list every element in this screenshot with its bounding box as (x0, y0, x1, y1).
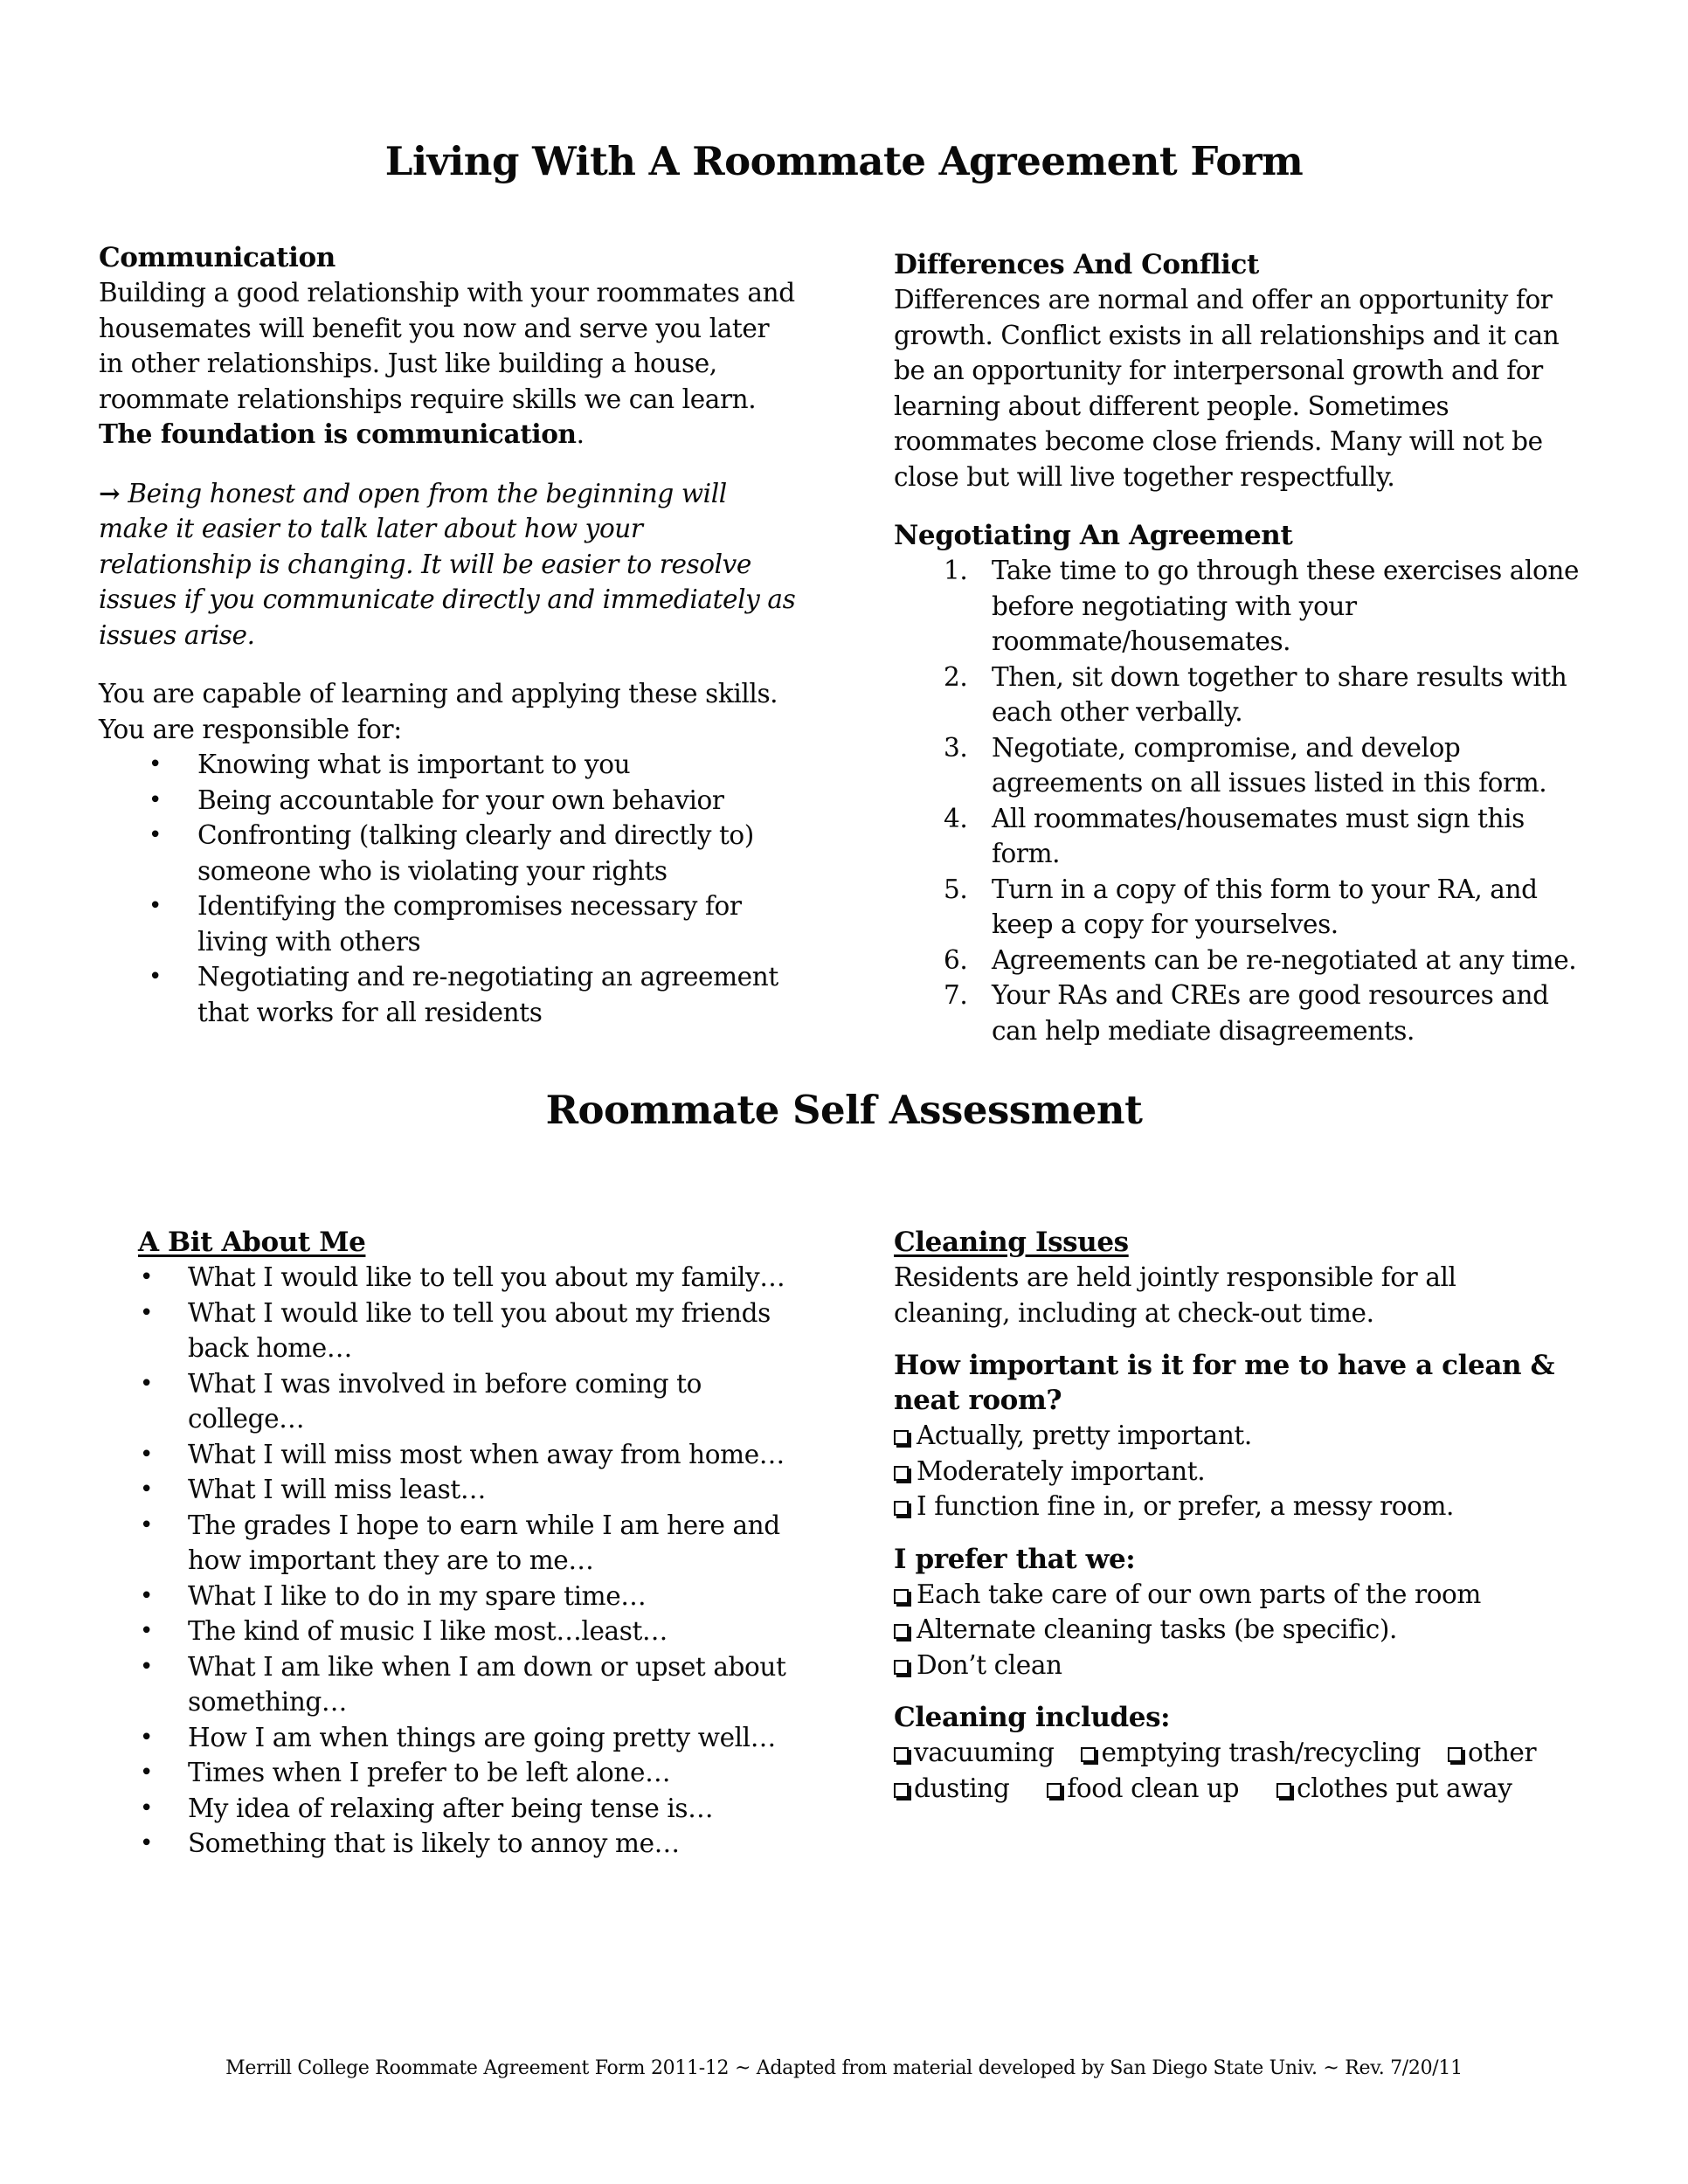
step-text: Then, sit down together to share results with each other verbally. (992, 661, 1567, 727)
list-item (138, 1649, 820, 1720)
list-item (138, 1437, 820, 1473)
option-label: clothes put away (1297, 1773, 1512, 1803)
option-label: Moderately important. (917, 1455, 1206, 1486)
list-item (138, 1366, 820, 1437)
capable-text: You are capable of learning and applying these skills. (99, 679, 778, 708)
includes-option-vacuuming[interactable] (894, 1738, 1054, 1767)
differences-body: Differences are normal and offer an opportunity for growth. Conflict exists in all relationships and it can be an opportunity for interpersonal growth and for learning about different people. Sometimes roommates become close friends. Many will not be close but will live together respectfully. (894, 285, 1560, 492)
about-me-section (138, 1225, 820, 1862)
checkbox-icon[interactable] (1448, 1747, 1463, 1762)
differences-section (894, 247, 1593, 1048)
step-number: 7. (944, 980, 968, 1010)
bullet-icon: • (140, 1794, 153, 1821)
list-item (894, 553, 1593, 660)
list-item (138, 1472, 820, 1508)
list-item-text: Identifying the compromises necessary for living with others (197, 891, 742, 957)
list-item (894, 730, 1593, 801)
checkbox-icon[interactable] (894, 1466, 909, 1481)
list-item-text: My idea of relaxing after being tense is… (188, 1793, 714, 1823)
list-item (138, 1755, 820, 1791)
checkbox-icon[interactable] (1081, 1747, 1096, 1762)
list-item-text: What I would like to tell you about my family… (188, 1262, 785, 1292)
list-item-text: How I am when things are going pretty well… (188, 1722, 776, 1752)
option-label: Actually, pretty important. (917, 1420, 1252, 1450)
negotiating-heading: Negotiating An Agreement (894, 520, 1293, 551)
list-item-text: Knowing what is important to you (197, 750, 631, 779)
importance-option-moderately[interactable] (894, 1454, 1575, 1489)
checkbox-icon[interactable] (1047, 1783, 1062, 1798)
list-item (138, 1826, 820, 1862)
checkbox-icon[interactable] (894, 1501, 909, 1516)
bullet-icon: • (140, 1441, 153, 1468)
communication-intro-text: Building a good relationship with your roommates and housemates will benefit you now and serve you later in other relationships. Just like building a house, roommate relationships require skills we can learn. (99, 278, 795, 414)
bullet-icon: • (140, 1618, 153, 1644)
checkbox-icon[interactable] (894, 1589, 909, 1604)
list-item-text: The grades I hope to earn while I am here and how important they are to me… (188, 1510, 780, 1575)
option-label: Alternate cleaning tasks (be specific). (917, 1614, 1397, 1644)
list-item-text: What I would like to tell you about my friends back home… (188, 1297, 771, 1363)
importance-option-messy[interactable] (894, 1489, 1575, 1524)
option-label: Don’t clean (917, 1649, 1062, 1680)
prefer-option-dont-clean[interactable] (894, 1648, 1575, 1683)
communication-foundation-bold: The foundation is communication (99, 418, 577, 449)
includes-row-1 (894, 1735, 1575, 1771)
arrow-right-icon: → (99, 477, 121, 508)
list-item (99, 888, 798, 959)
step-number: 2. (944, 661, 968, 692)
list-item (99, 783, 798, 819)
list-item (894, 978, 1593, 1048)
option-label: dusting (914, 1773, 1010, 1803)
step-number: 6. (944, 944, 968, 975)
list-item-text: Times when I prefer to be left alone… (188, 1758, 671, 1787)
includes-option-other[interactable] (1448, 1738, 1536, 1767)
list-item (894, 660, 1593, 730)
step-number: 5. (944, 874, 968, 904)
list-item (138, 1720, 820, 1756)
importance-question: How important is it for me to have a clean & neat room? (894, 1350, 1555, 1416)
step-text: All roommates/housemates must sign this form. (992, 803, 1525, 868)
list-item-text: Being accountable for your own behavior (197, 784, 724, 815)
step-number: 4. (944, 803, 968, 833)
list-item (138, 1260, 820, 1296)
list-item (138, 1614, 820, 1649)
importance-option-actually[interactable] (894, 1418, 1575, 1454)
step-text: Agreements can be re-negotiated at any time. (992, 944, 1577, 975)
bullet-icon: • (149, 822, 162, 848)
about-me-list (138, 1260, 820, 1862)
step-number: 1. (944, 556, 968, 585)
about-me-heading: A Bit About Me (138, 1227, 366, 1258)
bullet-icon: • (149, 751, 162, 778)
responsible-text: You are responsible for: (99, 714, 402, 744)
bullet-icon: • (140, 1299, 153, 1326)
includes-heading: Cleaning includes: (894, 1702, 1171, 1733)
prefer-question: I prefer that we: (894, 1543, 1136, 1575)
communication-tip (99, 476, 798, 653)
option-label: I function fine in, or prefer, a messy room. (917, 1491, 1455, 1521)
bullet-icon: • (140, 1476, 153, 1503)
list-item-text: Something that is likely to annoy me… (188, 1828, 680, 1858)
communication-tip-text: Being honest and open from the beginning will make it easier to talk later about how your relationship is changing. It will be easier to resolve issues if you communicate directly and immediately as issues arise. (99, 478, 796, 650)
responsibilities-list (99, 747, 798, 1030)
page-footer: Merrill College Roommate Agreement Form 2011-12 ~ Adapted from material developed by San Diego State Univ. ~ Rev. 7/20/11 (225, 2057, 1463, 2079)
list-item-text: What I will miss most when away from home… (188, 1439, 785, 1469)
bullet-icon: • (140, 1830, 153, 1856)
checkbox-icon[interactable] (1276, 1783, 1291, 1798)
bullet-icon: • (149, 786, 162, 813)
cleaning-heading: Cleaning Issues (894, 1227, 1129, 1258)
list-item (894, 943, 1593, 978)
communication-heading: Communication (99, 242, 336, 273)
list-item (894, 801, 1593, 872)
includes-row-2 (894, 1771, 1575, 1807)
list-item-text: What I was involved in before coming to college… (188, 1368, 702, 1434)
option-label: Each take care of our own parts of the room (917, 1579, 1481, 1609)
option-label: other (1468, 1738, 1537, 1767)
step-number: 3. (944, 732, 968, 763)
list-item (99, 818, 798, 888)
bullet-icon: • (140, 1264, 153, 1290)
list-item (99, 747, 798, 783)
list-item-text: Negotiating and re-negotiating an agreement that works for all residents (197, 962, 778, 1027)
communication-intro (99, 275, 798, 453)
step-text: Negotiate, compromise, and develop agreements on all issues listed in this form. (992, 732, 1547, 798)
list-item-text: What I am like when I am down or upset about something… (188, 1651, 786, 1717)
list-item (138, 1508, 820, 1579)
cleaning-body: Residents are held jointly responsible for all cleaning, including at check-out time. (894, 1262, 1456, 1328)
checkbox-icon[interactable] (894, 1624, 909, 1639)
bullet-icon: • (140, 1582, 153, 1609)
bullet-icon: • (140, 1511, 153, 1538)
option-label: food clean up (1067, 1773, 1240, 1803)
list-item-text: Confronting (talking clearly and directly to) someone who is violating your rights (197, 820, 754, 886)
communication-section (99, 240, 798, 1030)
list-item-text: What I like to do in my spare time… (188, 1580, 647, 1611)
communication-intro-end: . (576, 419, 585, 449)
list-item (138, 1579, 820, 1614)
checkbox-icon[interactable] (894, 1660, 909, 1675)
bullet-icon: • (140, 1653, 153, 1680)
list-item (894, 872, 1593, 943)
prefer-option-alternate[interactable] (894, 1612, 1575, 1648)
includes-option-trash[interactable] (1081, 1738, 1421, 1767)
page-title: Living With A Roommate Agreement Form (384, 138, 1304, 184)
includes-option-clothes[interactable] (1276, 1773, 1512, 1803)
checkbox-icon[interactable] (894, 1783, 909, 1798)
list-item (138, 1791, 820, 1827)
bullet-icon: • (140, 1370, 153, 1397)
bullet-icon: • (149, 964, 162, 990)
list-item (138, 1296, 820, 1366)
includes-option-dusting[interactable] (894, 1773, 1009, 1803)
bullet-icon: • (149, 893, 162, 919)
step-text: Turn in a copy of this form to your RA, and keep a copy for yourselves. (992, 874, 1538, 939)
includes-option-food[interactable] (1047, 1773, 1239, 1803)
checkbox-icon[interactable] (894, 1747, 909, 1762)
checkbox-icon[interactable] (894, 1430, 909, 1445)
bullet-icon: • (140, 1724, 153, 1751)
section-title: Roommate Self Assessment (545, 1087, 1143, 1133)
list-item (99, 959, 798, 1030)
differences-heading: Differences And Conflict (894, 249, 1259, 280)
cleaning-section (894, 1225, 1575, 1806)
option-label: emptying trash/recycling (1101, 1738, 1422, 1767)
step-text: Your RAs and CREs are good resources and can help mediate disagreements. (992, 980, 1549, 1046)
step-text: Take time to go through these exercises alone before negotiating with your roommate/housemates. (992, 556, 1580, 656)
option-label: vacuuming (914, 1738, 1055, 1767)
negotiating-steps-list (894, 553, 1593, 1048)
list-item-text: What I will miss least… (188, 1475, 486, 1504)
list-item-text: The kind of music I like most…least… (188, 1616, 668, 1646)
bullet-icon: • (140, 1759, 153, 1786)
prefer-option-each[interactable] (894, 1577, 1575, 1613)
